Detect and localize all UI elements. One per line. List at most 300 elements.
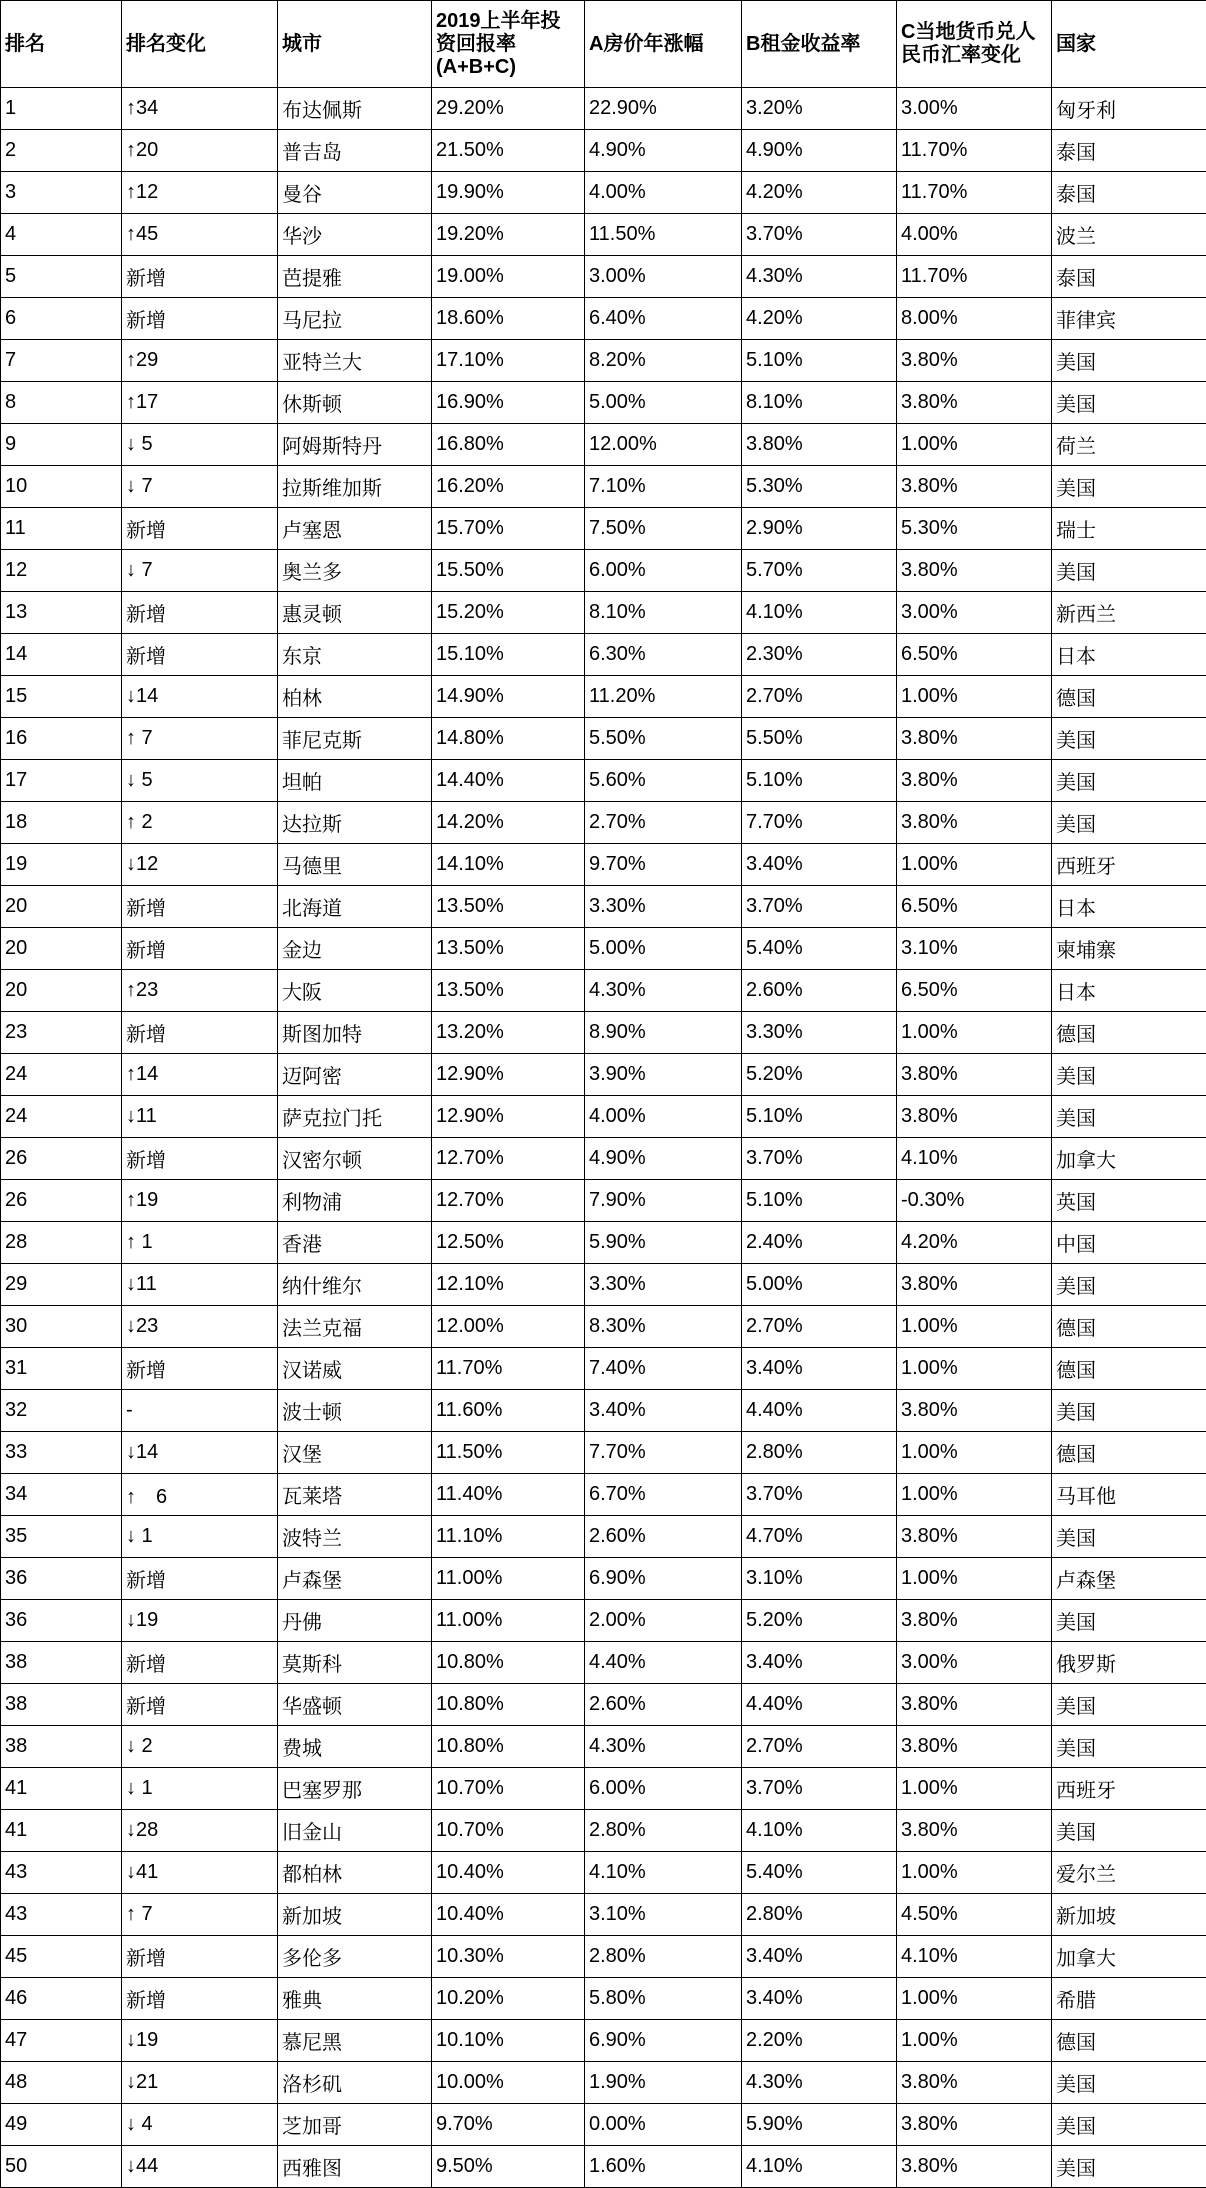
rank-change-cell: 新增	[122, 298, 278, 340]
price-growth-cell: 6.90%	[585, 1558, 742, 1600]
city-cell: 阿姆斯特丹	[278, 424, 432, 466]
price-growth-cell: 8.10%	[585, 592, 742, 634]
rank-change-cell: ↓19	[122, 2020, 278, 2062]
rank-cell: 24	[1, 1096, 122, 1138]
rank-cell: 13	[1, 592, 122, 634]
table-row	[1, 1642, 1206, 1684]
country-cell: 美国	[1052, 1096, 1206, 1138]
header-price-growth: A房价年涨幅	[585, 1, 742, 88]
rank-change-cell: ↑17	[122, 382, 278, 424]
total-return-cell: 11.00%	[432, 1600, 585, 1642]
total-return-cell: 19.90%	[432, 172, 585, 214]
fx-change-cell: 4.20%	[897, 1222, 1052, 1264]
total-return-cell: 14.90%	[432, 676, 585, 718]
fx-change-cell: 3.80%	[897, 1054, 1052, 1096]
rental-yield-cell: 2.60%	[742, 970, 897, 1012]
fx-change-cell: 3.80%	[897, 1600, 1052, 1642]
rank-change-cell: ↓28	[122, 1810, 278, 1852]
city-cell: 斯图加特	[278, 1012, 432, 1054]
table-row	[1, 1012, 1206, 1054]
rank-cell: 31	[1, 1348, 122, 1390]
rental-yield-cell: 2.70%	[742, 1726, 897, 1768]
country-cell: 日本	[1052, 970, 1206, 1012]
rental-yield-cell: 4.30%	[742, 2062, 897, 2104]
country-cell: 美国	[1052, 340, 1206, 382]
rental-yield-cell: 5.00%	[742, 1264, 897, 1306]
table-row	[1, 2062, 1206, 2104]
rank-change-cell: 新增	[122, 1558, 278, 1600]
fx-change-cell: 1.00%	[897, 1348, 1052, 1390]
table-row	[1, 1054, 1206, 1096]
rank-change-cell: ↓14	[122, 676, 278, 718]
city-cell: 曼谷	[278, 172, 432, 214]
fx-change-cell: 1.00%	[897, 424, 1052, 466]
price-growth-cell: 4.00%	[585, 1096, 742, 1138]
rank-change-cell: ↓ 7	[122, 550, 278, 592]
price-growth-cell: 7.90%	[585, 1180, 742, 1222]
city-cell: 波特兰	[278, 1516, 432, 1558]
fx-change-cell: 1.00%	[897, 676, 1052, 718]
country-cell: 德国	[1052, 1306, 1206, 1348]
price-growth-cell: 2.00%	[585, 1600, 742, 1642]
table-row	[1, 928, 1206, 970]
fx-change-cell: 4.00%	[897, 214, 1052, 256]
rank-cell: 6	[1, 298, 122, 340]
rank-change-cell: ↑12	[122, 172, 278, 214]
total-return-cell: 12.70%	[432, 1138, 585, 1180]
rank-change-cell: ↑20	[122, 130, 278, 172]
rental-yield-cell: 2.80%	[742, 1894, 897, 1936]
price-growth-cell: 5.00%	[585, 928, 742, 970]
rental-yield-cell: 3.40%	[742, 844, 897, 886]
city-cell: 北海道	[278, 886, 432, 928]
rank-change-cell: ↓21	[122, 2062, 278, 2104]
city-cell: 马尼拉	[278, 298, 432, 340]
fx-change-cell: 3.80%	[897, 1810, 1052, 1852]
price-growth-cell: 7.10%	[585, 466, 742, 508]
rank-change-cell: ↓ 4	[122, 2104, 278, 2146]
total-return-cell: 10.40%	[432, 1894, 585, 1936]
table-row	[1, 1600, 1206, 1642]
price-growth-cell: 4.90%	[585, 130, 742, 172]
table-row	[1, 130, 1206, 172]
rank-change-cell: ↓44	[122, 2146, 278, 2188]
table-row	[1, 1810, 1206, 1852]
table-row	[1, 1516, 1206, 1558]
city-cell: 洛杉矶	[278, 2062, 432, 2104]
fx-change-cell: 11.70%	[897, 130, 1052, 172]
rank-cell: 20	[1, 886, 122, 928]
price-growth-cell: 6.00%	[585, 1768, 742, 1810]
country-cell: 西班牙	[1052, 1768, 1206, 1810]
country-cell: 日本	[1052, 886, 1206, 928]
total-return-cell: 14.10%	[432, 844, 585, 886]
fx-change-cell: 1.00%	[897, 1558, 1052, 1600]
rank-change-cell: ↑ 2	[122, 802, 278, 844]
table-row	[1, 718, 1206, 760]
total-return-cell: 10.80%	[432, 1726, 585, 1768]
country-cell: 德国	[1052, 1348, 1206, 1390]
header-row	[1, 1, 1206, 88]
fx-change-cell: 3.80%	[897, 2104, 1052, 2146]
country-cell: 中国	[1052, 1222, 1206, 1264]
price-growth-cell: 2.60%	[585, 1516, 742, 1558]
rank-cell: 11	[1, 508, 122, 550]
total-return-cell: 9.50%	[432, 2146, 585, 2188]
city-cell: 芭提雅	[278, 256, 432, 298]
city-cell: 萨克拉门托	[278, 1096, 432, 1138]
price-growth-cell: 11.50%	[585, 214, 742, 256]
total-return-cell: 15.20%	[432, 592, 585, 634]
rank-change-cell: ↓ 2	[122, 1726, 278, 1768]
rank-change-cell: 新增	[122, 256, 278, 298]
rental-yield-cell: 5.10%	[742, 340, 897, 382]
rank-cell: 47	[1, 2020, 122, 2062]
country-cell: 美国	[1052, 466, 1206, 508]
city-cell: 新加坡	[278, 1894, 432, 1936]
price-growth-cell: 8.90%	[585, 1012, 742, 1054]
fx-change-cell: 6.50%	[897, 970, 1052, 1012]
city-cell: 瓦莱塔	[278, 1474, 432, 1516]
rental-yield-cell: 5.40%	[742, 1852, 897, 1894]
rank-cell: 18	[1, 802, 122, 844]
total-return-cell: 12.10%	[432, 1264, 585, 1306]
total-return-cell: 13.50%	[432, 970, 585, 1012]
header-rental-yield: B租金收益率	[742, 1, 897, 88]
rental-yield-cell: 5.20%	[742, 1054, 897, 1096]
total-return-cell: 10.00%	[432, 2062, 585, 2104]
country-cell: 马耳他	[1052, 1474, 1206, 1516]
city-cell: 华沙	[278, 214, 432, 256]
city-cell: 马德里	[278, 844, 432, 886]
fx-change-cell: 11.70%	[897, 256, 1052, 298]
price-growth-cell: 6.90%	[585, 2020, 742, 2062]
total-return-cell: 10.70%	[432, 1810, 585, 1852]
price-growth-cell: 3.30%	[585, 1264, 742, 1306]
country-cell: 新西兰	[1052, 592, 1206, 634]
country-cell: 美国	[1052, 1054, 1206, 1096]
total-return-cell: 11.10%	[432, 1516, 585, 1558]
fx-change-cell: 4.10%	[897, 1138, 1052, 1180]
rank-cell: 38	[1, 1684, 122, 1726]
rank-change-cell: 新增	[122, 1936, 278, 1978]
total-return-cell: 10.80%	[432, 1684, 585, 1726]
rental-yield-cell: 5.10%	[742, 760, 897, 802]
price-growth-cell: 5.80%	[585, 1978, 742, 2020]
rental-yield-cell: 5.10%	[742, 1180, 897, 1222]
rank-cell: 45	[1, 1936, 122, 1978]
fx-change-cell: 1.00%	[897, 1432, 1052, 1474]
city-cell: 菲尼克斯	[278, 718, 432, 760]
total-return-cell: 12.50%	[432, 1222, 585, 1264]
country-cell: 柬埔寨	[1052, 928, 1206, 970]
city-cell: 丹佛	[278, 1600, 432, 1642]
price-growth-cell: 4.30%	[585, 970, 742, 1012]
country-cell: 美国	[1052, 1684, 1206, 1726]
rank-cell: 29	[1, 1264, 122, 1306]
city-cell: 芝加哥	[278, 2104, 432, 2146]
table-row	[1, 1474, 1206, 1516]
rental-yield-cell: 3.70%	[742, 886, 897, 928]
table-row	[1, 760, 1206, 802]
total-return-cell: 13.20%	[432, 1012, 585, 1054]
city-cell: 汉诺威	[278, 1348, 432, 1390]
rental-yield-cell: 4.40%	[742, 1684, 897, 1726]
rental-yield-cell: 3.20%	[742, 88, 897, 130]
rank-change-cell: ↓ 1	[122, 1768, 278, 1810]
rental-yield-cell: 2.20%	[742, 2020, 897, 2062]
total-return-cell: 11.00%	[432, 1558, 585, 1600]
rental-yield-cell: 5.70%	[742, 550, 897, 592]
fx-change-cell: 3.00%	[897, 1642, 1052, 1684]
table-row	[1, 1348, 1206, 1390]
table-row	[1, 1222, 1206, 1264]
fx-change-cell: 4.10%	[897, 1936, 1052, 1978]
fx-change-cell: 5.30%	[897, 508, 1052, 550]
country-cell: 加拿大	[1052, 1138, 1206, 1180]
country-cell: 美国	[1052, 760, 1206, 802]
city-cell: 纳什维尔	[278, 1264, 432, 1306]
price-growth-cell: 3.30%	[585, 886, 742, 928]
city-cell: 旧金山	[278, 1810, 432, 1852]
rank-change-cell: ↑14	[122, 1054, 278, 1096]
rank-cell: 15	[1, 676, 122, 718]
total-return-cell: 10.30%	[432, 1936, 585, 1978]
table-row	[1, 382, 1206, 424]
table-row	[1, 1768, 1206, 1810]
header-country: 国家	[1052, 1, 1206, 88]
rank-cell: 23	[1, 1012, 122, 1054]
price-growth-cell: 6.30%	[585, 634, 742, 676]
rental-yield-cell: 3.10%	[742, 1558, 897, 1600]
price-growth-cell: 1.60%	[585, 2146, 742, 2188]
rank-cell: 48	[1, 2062, 122, 2104]
table-row	[1, 2146, 1206, 2188]
city-cell: 休斯顿	[278, 382, 432, 424]
fx-change-cell: 3.80%	[897, 760, 1052, 802]
rank-cell: 17	[1, 760, 122, 802]
price-growth-cell: 4.90%	[585, 1138, 742, 1180]
table-row	[1, 802, 1206, 844]
price-growth-cell: 0.00%	[585, 2104, 742, 2146]
header-fx-change: C当地货币兑人民币汇率变化	[897, 1, 1052, 88]
rank-change-cell: 新增	[122, 1642, 278, 1684]
total-return-cell: 13.50%	[432, 886, 585, 928]
rental-yield-cell: 3.70%	[742, 214, 897, 256]
city-cell: 亚特兰大	[278, 340, 432, 382]
rental-yield-cell: 5.40%	[742, 928, 897, 970]
city-cell: 多伦多	[278, 1936, 432, 1978]
country-cell: 美国	[1052, 2146, 1206, 2188]
table-row	[1, 1936, 1206, 1978]
city-cell: 金边	[278, 928, 432, 970]
rental-yield-cell: 3.70%	[742, 1768, 897, 1810]
total-return-cell: 15.70%	[432, 508, 585, 550]
rank-change-cell: ↑ 7	[122, 718, 278, 760]
rental-yield-cell: 2.90%	[742, 508, 897, 550]
price-growth-cell: 3.40%	[585, 1390, 742, 1432]
rental-yield-cell: 3.40%	[742, 1936, 897, 1978]
rank-cell: 24	[1, 1054, 122, 1096]
price-growth-cell: 4.30%	[585, 1726, 742, 1768]
total-return-cell: 10.20%	[432, 1978, 585, 2020]
table-row	[1, 256, 1206, 298]
country-cell: 德国	[1052, 1432, 1206, 1474]
total-return-cell: 17.10%	[432, 340, 585, 382]
rank-cell: 36	[1, 1558, 122, 1600]
price-growth-cell: 12.00%	[585, 424, 742, 466]
rental-yield-cell: 2.70%	[742, 1306, 897, 1348]
total-return-cell: 11.50%	[432, 1432, 585, 1474]
rank-change-cell: ↓19	[122, 1600, 278, 1642]
rank-cell: 12	[1, 550, 122, 592]
city-cell: 雅典	[278, 1978, 432, 2020]
total-return-cell: 11.70%	[432, 1348, 585, 1390]
total-return-cell: 21.50%	[432, 130, 585, 172]
rank-change-cell: 新增	[122, 508, 278, 550]
rental-yield-cell: 3.30%	[742, 1012, 897, 1054]
rank-change-cell: ↑ 1	[122, 1222, 278, 1264]
rank-cell: 36	[1, 1600, 122, 1642]
price-growth-cell: 3.10%	[585, 1894, 742, 1936]
price-growth-cell: 22.90%	[585, 88, 742, 130]
price-growth-cell: 9.70%	[585, 844, 742, 886]
city-cell: 布达佩斯	[278, 88, 432, 130]
total-return-cell: 10.40%	[432, 1852, 585, 1894]
country-cell: 泰国	[1052, 256, 1206, 298]
country-cell: 美国	[1052, 2062, 1206, 2104]
rental-yield-cell: 5.20%	[742, 1600, 897, 1642]
rank-change-cell: ↓11	[122, 1264, 278, 1306]
rank-change-cell: 新增	[122, 1684, 278, 1726]
country-cell: 西班牙	[1052, 844, 1206, 886]
rank-cell: 26	[1, 1138, 122, 1180]
fx-change-cell: 1.00%	[897, 1768, 1052, 1810]
country-cell: 美国	[1052, 1810, 1206, 1852]
fx-change-cell: -0.30%	[897, 1180, 1052, 1222]
rank-change-cell: ↓14	[122, 1432, 278, 1474]
fx-change-cell: 1.00%	[897, 1306, 1052, 1348]
table-row	[1, 1180, 1206, 1222]
fx-change-cell: 6.50%	[897, 634, 1052, 676]
price-growth-cell: 4.10%	[585, 1852, 742, 1894]
rank-cell: 8	[1, 382, 122, 424]
total-return-cell: 14.40%	[432, 760, 585, 802]
city-cell: 莫斯科	[278, 1642, 432, 1684]
rank-change-cell: ↓ 1	[122, 1516, 278, 1558]
country-cell: 日本	[1052, 634, 1206, 676]
total-return-cell: 12.00%	[432, 1306, 585, 1348]
rank-change-cell: ↑ 6	[122, 1474, 278, 1516]
city-cell: 卢森堡	[278, 1558, 432, 1600]
rank-change-cell: ↑23	[122, 970, 278, 1012]
city-cell: 大阪	[278, 970, 432, 1012]
rental-yield-cell: 3.70%	[742, 1474, 897, 1516]
price-growth-cell: 1.90%	[585, 2062, 742, 2104]
total-return-cell: 12.70%	[432, 1180, 585, 1222]
rank-change-cell: 新增	[122, 1348, 278, 1390]
country-cell: 瑞士	[1052, 508, 1206, 550]
rental-yield-cell: 2.40%	[742, 1222, 897, 1264]
price-growth-cell: 2.60%	[585, 1684, 742, 1726]
price-growth-cell: 3.00%	[585, 256, 742, 298]
rental-yield-cell: 2.70%	[742, 676, 897, 718]
rank-change-cell: ↑19	[122, 1180, 278, 1222]
rank-change-cell: ↓23	[122, 1306, 278, 1348]
fx-change-cell: 8.00%	[897, 298, 1052, 340]
rental-yield-cell: 5.50%	[742, 718, 897, 760]
total-return-cell: 29.20%	[432, 88, 585, 130]
rank-change-cell: -	[122, 1390, 278, 1432]
fx-change-cell: 1.00%	[897, 1978, 1052, 2020]
city-cell: 汉密尔顿	[278, 1138, 432, 1180]
total-return-cell: 12.90%	[432, 1096, 585, 1138]
table-row	[1, 508, 1206, 550]
total-return-cell: 11.40%	[432, 1474, 585, 1516]
fx-change-cell: 3.80%	[897, 1096, 1052, 1138]
fx-change-cell: 3.80%	[897, 382, 1052, 424]
header-city: 城市	[278, 1, 432, 88]
rank-cell: 5	[1, 256, 122, 298]
fx-change-cell: 3.80%	[897, 2062, 1052, 2104]
total-return-cell: 19.20%	[432, 214, 585, 256]
rental-yield-cell: 3.70%	[742, 1138, 897, 1180]
table-row	[1, 1138, 1206, 1180]
rank-cell: 20	[1, 970, 122, 1012]
total-return-cell: 19.00%	[432, 256, 585, 298]
rank-change-cell: 新增	[122, 1978, 278, 2020]
fx-change-cell: 3.80%	[897, 340, 1052, 382]
rank-cell: 4	[1, 214, 122, 256]
rental-yield-cell: 5.30%	[742, 466, 897, 508]
country-cell: 泰国	[1052, 172, 1206, 214]
country-cell: 美国	[1052, 1264, 1206, 1306]
table-row	[1, 886, 1206, 928]
country-cell: 加拿大	[1052, 1936, 1206, 1978]
country-cell: 美国	[1052, 1726, 1206, 1768]
rental-yield-cell: 4.20%	[742, 298, 897, 340]
table-row	[1, 1432, 1206, 1474]
fx-change-cell: 3.80%	[897, 1264, 1052, 1306]
total-return-cell: 12.90%	[432, 1054, 585, 1096]
city-cell: 拉斯维加斯	[278, 466, 432, 508]
table-row	[1, 1096, 1206, 1138]
city-cell: 利物浦	[278, 1180, 432, 1222]
rental-yield-cell: 8.10%	[742, 382, 897, 424]
price-growth-cell: 4.00%	[585, 172, 742, 214]
header-total-return: 2019上半年投资回报率(A+B+C)	[432, 1, 585, 88]
rank-change-cell: ↑ 7	[122, 1894, 278, 1936]
table-row	[1, 1852, 1206, 1894]
rental-yield-cell: 7.70%	[742, 802, 897, 844]
table-row	[1, 298, 1206, 340]
table-header	[1, 1, 1206, 88]
table-row	[1, 592, 1206, 634]
table-row	[1, 172, 1206, 214]
fx-change-cell: 3.80%	[897, 1516, 1052, 1558]
rank-cell: 38	[1, 1726, 122, 1768]
rank-change-cell: 新增	[122, 928, 278, 970]
rank-change-cell: ↑34	[122, 88, 278, 130]
rental-yield-cell: 5.10%	[742, 1096, 897, 1138]
rental-yield-cell: 4.30%	[742, 256, 897, 298]
price-growth-cell: 5.50%	[585, 718, 742, 760]
country-cell: 美国	[1052, 1516, 1206, 1558]
rank-change-cell: 新增	[122, 592, 278, 634]
fx-change-cell: 1.00%	[897, 1012, 1052, 1054]
price-growth-cell: 6.40%	[585, 298, 742, 340]
table-row	[1, 970, 1206, 1012]
